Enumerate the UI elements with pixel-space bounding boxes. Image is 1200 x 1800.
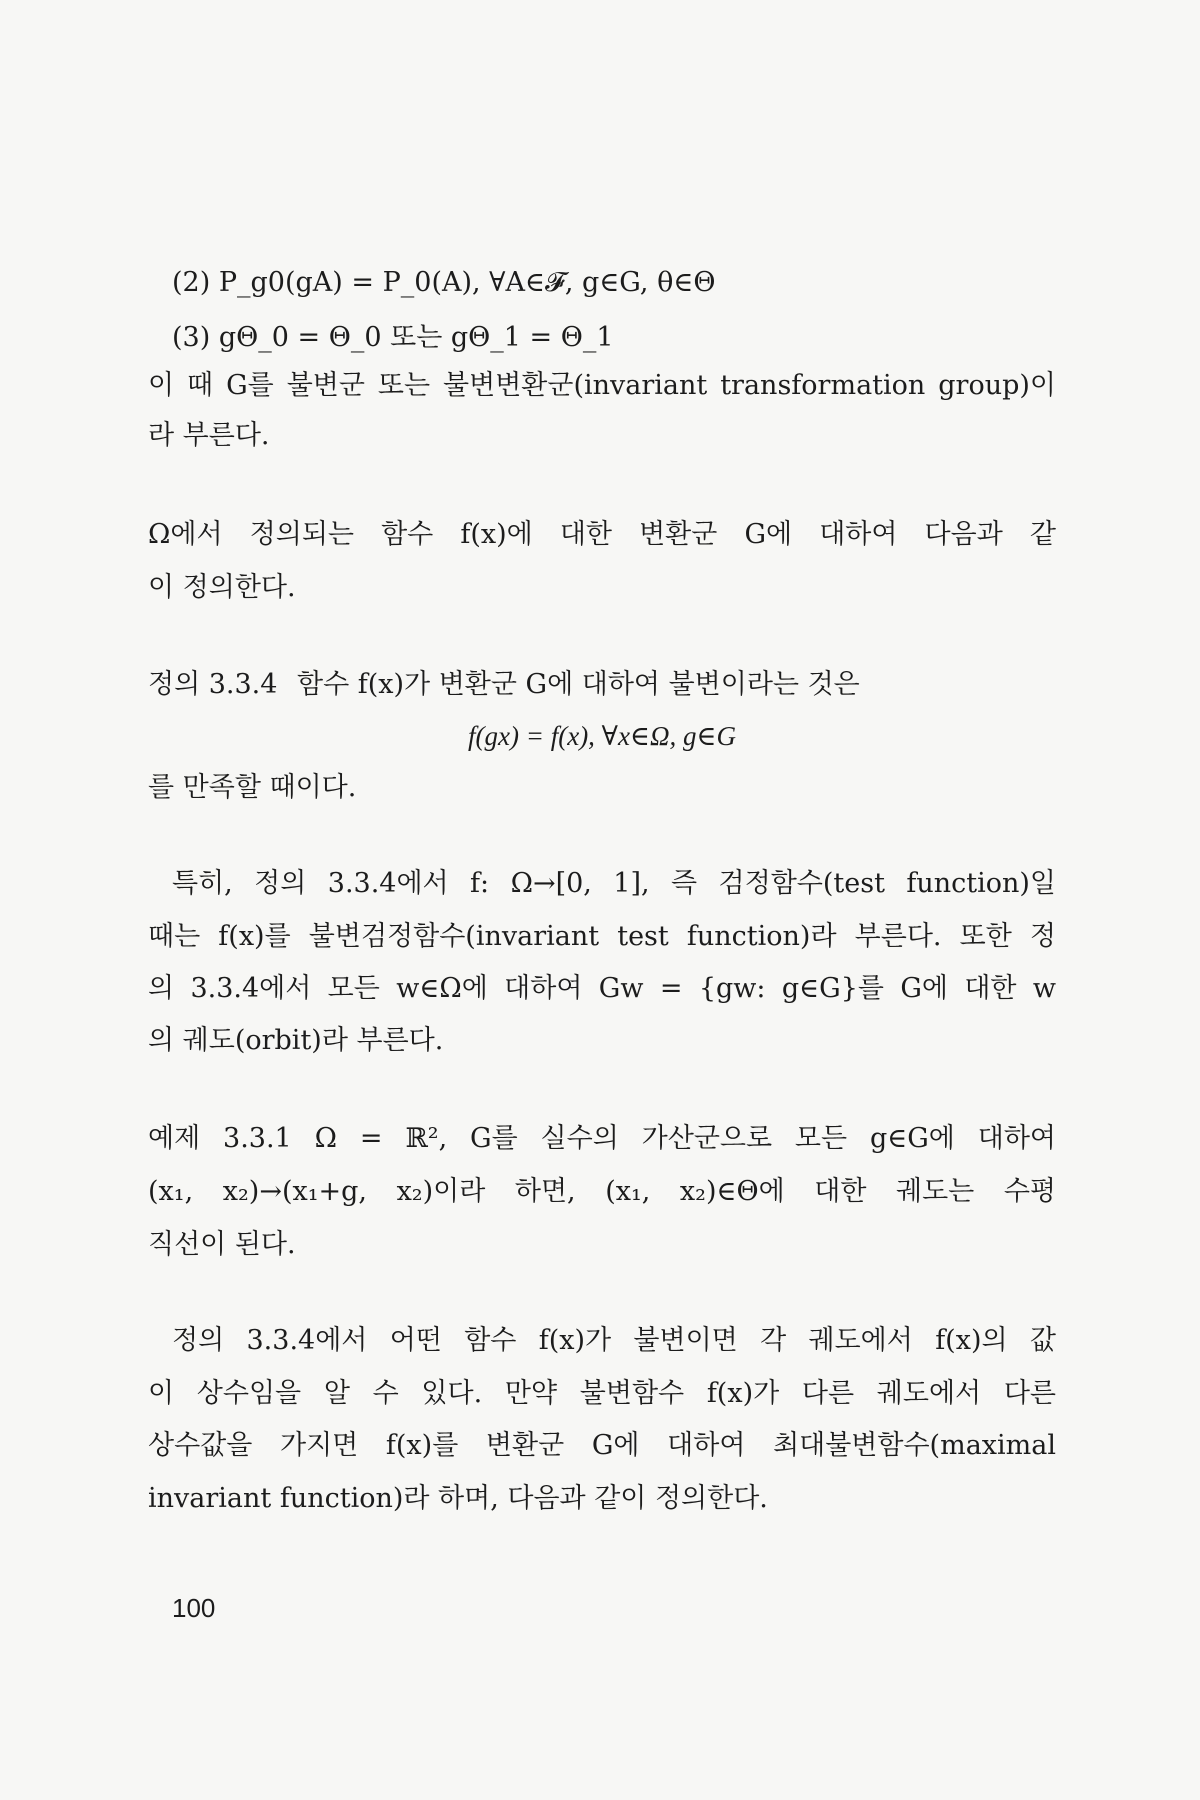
paragraph-4-line-4: invariant function)라 하며, 다음과 같이 정의한다.	[148, 1483, 768, 1514]
definition-text: 함수 f(x)가 변환군 G에 대하여 불변이라는 것은	[297, 669, 860, 700]
paragraph-1-line-2: 라 부른다.	[148, 420, 270, 451]
paragraph-3-line-3: 의 3.3.4에서 모든 w∈Ω에 대하여 Gw = {gw: g∈G}를 G에 대한 w	[148, 973, 1056, 1004]
paragraph-4-line-2: 이 상수임을 알 수 있다. 만약 불변함수 f(x)가 다른 궤도에서 다른	[148, 1378, 1056, 1409]
example-line-3: 직선이 된다.	[148, 1229, 296, 1260]
definition-formula: f(gx) = f(x), ∀x∈Ω, g∈G	[468, 721, 736, 751]
paragraph-2-line-2: 이 정의한다.	[148, 572, 296, 603]
page-number: 100	[172, 1593, 216, 1623]
paragraph-4-line-3: 상수값을 가지면 f(x)를 변환군 G에 대하여 최대불변함수(maximal	[148, 1430, 1056, 1461]
paragraph-3-line-2: 때는 f(x)를 불변검정함수(invariant test function)라 부른다. 또한 정	[148, 921, 1056, 952]
example-line-1: 예제 3.3.1 Ω = ℝ², G를 실수의 가산군으로 모든 g∈G에 대하여	[148, 1123, 1056, 1154]
definition-title: 정의 3.3.4	[148, 669, 278, 700]
paragraph-4-line-1: 정의 3.3.4에서 어떤 함수 f(x)가 불변이면 각 궤도에서 f(x)의 값	[172, 1325, 1056, 1356]
paragraph-2-line-1: Ω에서 정의되는 함수 f(x)에 대한 변환군 G에 대하여 다음과 같	[148, 519, 1056, 550]
condition-3: (3) gΘ_0 = Θ_0 또는 gΘ_1 = Θ_1	[172, 322, 614, 353]
paragraph-3-line-4: 의 궤도(orbit)라 부른다.	[148, 1025, 444, 1056]
paragraph-3-line-1: 특히, 정의 3.3.4에서 f: Ω→[0, 1], 즉 검정함수(test function)일	[172, 868, 1056, 899]
condition-2: (2) P_g0(gA) = P_0(A), ∀A∈𝓕, g∈G, θ∈Θ	[172, 267, 716, 298]
paragraph-1-line-1: 이 때 G를 불변군 또는 불변변환군(invariant transformation group)이	[148, 370, 1056, 401]
example-line-2: (x₁, x₂)→(x₁+g, x₂)이라 하면, (x₁, x₂)∈Θ에 대한 궤도는 수평	[148, 1176, 1056, 1207]
definition-tail: 를 만족할 때이다.	[148, 772, 357, 803]
